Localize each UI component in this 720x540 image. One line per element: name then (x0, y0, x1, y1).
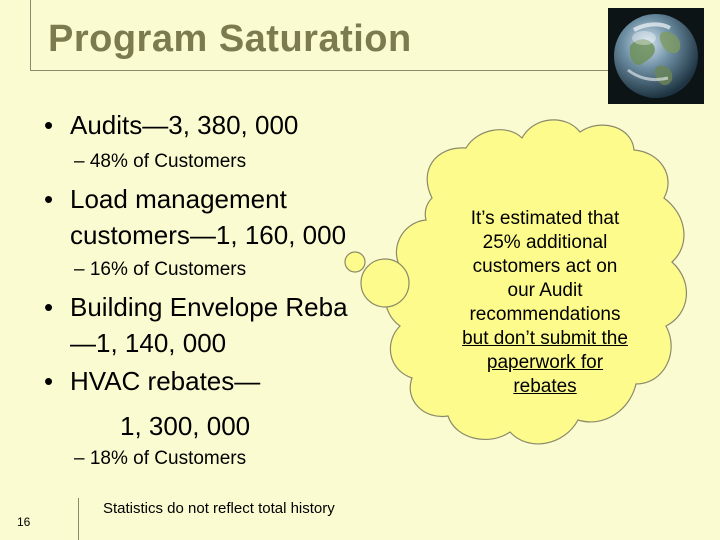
cloud-line-2: 25% additional (482, 232, 608, 253)
bullet-hvac-line2: 1, 300, 000 (120, 411, 251, 441)
bullet-dot: • (44, 292, 54, 322)
bullet-audits-text: Audits—3, 380, 000 (70, 110, 299, 140)
cloud-line-5: recommendations (469, 304, 621, 325)
footnote: Statistics do not reflect total history (103, 500, 335, 517)
bullet-dot: • (44, 110, 54, 140)
page-number: 16 (17, 515, 31, 529)
bullet-load-line2: customers—1, 160, 000 (70, 220, 347, 250)
cloud-line-4: our Audit (507, 280, 583, 301)
cloud-line-7: paperwork for (486, 352, 604, 373)
cloud-text (428, 207, 662, 399)
cloud-line-6: but don’t submit the (462, 328, 628, 349)
sub-bullet-audits: – 48% of Customers (74, 151, 247, 172)
sub-bullet-hvac: – 18% of Customers (74, 448, 247, 469)
cloud-bubble-small (345, 252, 365, 272)
cloud-bubble-large (361, 259, 409, 307)
footer-corner (0, 498, 79, 540)
cloud-line-3: customers act on (472, 256, 618, 277)
page-title: Program Saturation (48, 18, 412, 60)
bullet-envelope-line2: —1, 140, 000 (70, 328, 227, 358)
bullet-envelope-line1: Building Envelope Reba (70, 292, 348, 322)
sub-bullet-load: – 16% of Customers (74, 259, 247, 280)
cloud-line-8: rebates (513, 376, 577, 397)
bullet-dot: • (44, 184, 54, 214)
cloud-line-1: It’s estimated that (470, 208, 620, 229)
bullet-hvac-line1: HVAC rebates— (70, 366, 261, 396)
bullet-load-line1: Load management (70, 184, 287, 214)
bullet-dot: • (44, 366, 54, 396)
